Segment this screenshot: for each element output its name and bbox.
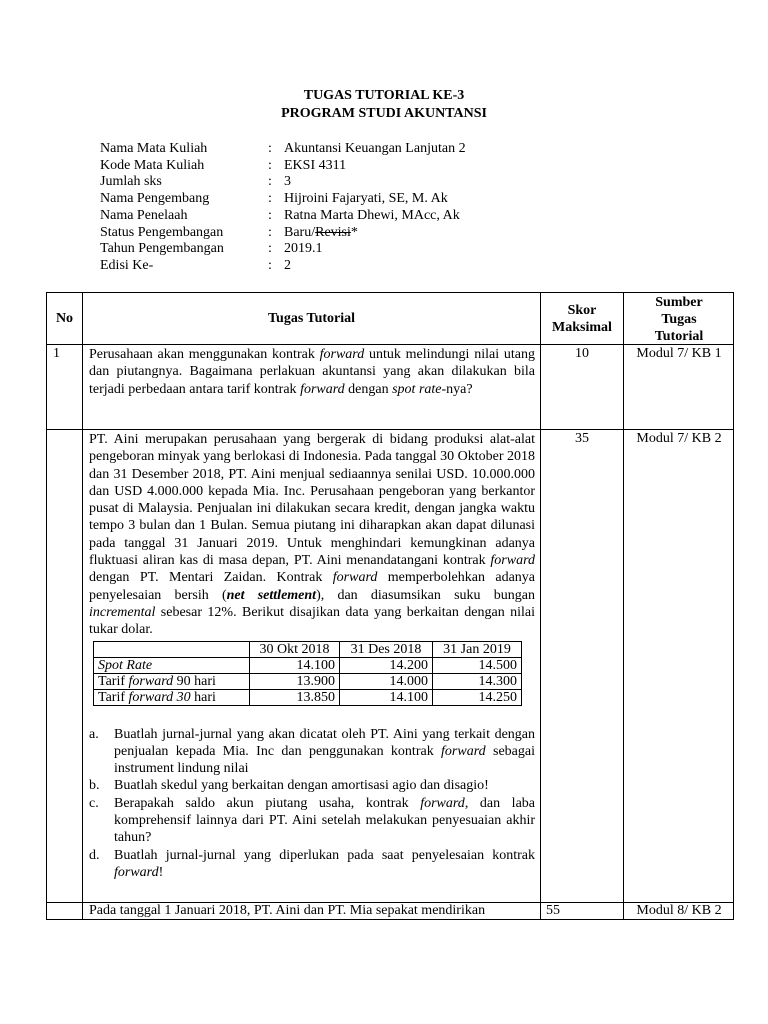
- info-value: Ratna Marta Dhewi, MAcc, Ak: [284, 207, 460, 223]
- course-info-row: [100, 208, 466, 225]
- text-run: Buatlah jurnal-jurnal yang diperlukan pada saat penyelesaian kontrak: [114, 847, 535, 863]
- text-run-italic: forward: [114, 864, 159, 880]
- text-run: 90 hari: [173, 673, 216, 689]
- info-separator: :: [268, 207, 272, 223]
- rate-value: 14.300: [433, 673, 522, 689]
- text-run: !: [158, 864, 164, 880]
- task-text: Pada tanggal 1 Januari 2018, PT. Aini dan PT. Mia sepakat mendirikan: [89, 903, 486, 918]
- source-module: Modul 7/ KB 1: [636, 346, 722, 361]
- info-label: Edisi Ke-: [100, 257, 154, 273]
- info-value: Hijroini Fajaryati, SE, M. Ak: [284, 191, 448, 207]
- column-divider: [82, 293, 83, 919]
- text-run: PT. Aini merupakan perusahaan yang bergerak di bidang produksi alat-alat pengeboran minyak yang berlokasi di Indonesia. Pada tanggal 30 Oktober 2018 dan 31 Desember 2018, PT. Aini menjual sediaannya senilai USD. 10.000.000 dan USD 4.000.000 kepada Mia. Inc. Perusahaan pengeboran yang berkantor pusat di Malaysia. Penjualan ini dilakukan secara kredit, dengan jangka waktu tempo 3 bulan dan 1 Bulan. Semua piutang ini diharapkan akan dapat dilunasi pada tanggal 31 Januari 2019. Untuk menghindari kemungkinan adanya fluktuasi aliran kas di masa depan, PT. Aini menandatangani kontrak: [89, 432, 535, 569]
- course-info-row: [100, 174, 466, 191]
- rate-value: 14.250: [433, 689, 522, 705]
- course-info-row: [100, 225, 466, 242]
- header-score-line: Maksimal: [552, 320, 612, 335]
- question-marker: c.: [89, 795, 99, 811]
- text-run-italic: forward: [300, 381, 345, 397]
- document-subtitle: PROGRAM STUDI AKUNTANSI: [281, 106, 487, 121]
- info-separator: :: [268, 224, 272, 240]
- text-run: Tarif: [98, 689, 129, 705]
- task-question: [89, 777, 535, 794]
- text-run-italic: forward: [128, 673, 174, 689]
- header-score-line: Skor: [567, 303, 597, 318]
- text-run-italic-bold: net settlement: [226, 587, 317, 603]
- text-run: Buatlah jurnal-jurnal yang akan dicatat oleh PT. Aini yang terkait dengan penjualan kepada Mia. Inc dan penggunakan kontrak: [114, 726, 535, 759]
- rate-row: [94, 673, 522, 689]
- text-run: , dan laba komprehensif lainnya dari PT. Aini setelah melakukan penyesuaian akhir tahun?: [114, 795, 535, 846]
- rate-header-cell: 30 Okt 2018: [250, 641, 340, 657]
- info-value: [284, 225, 358, 242]
- info-separator: :: [268, 257, 272, 273]
- text-run: Berapakah saldo akun piutang usaha, kontrak: [114, 795, 421, 811]
- course-info-row: [100, 258, 466, 275]
- task-text: [89, 346, 535, 398]
- rate-value: 14.100: [250, 657, 340, 673]
- rate-value: 14.500: [433, 657, 522, 673]
- row-divider: [47, 429, 733, 430]
- text-run: memperbolehkan adanya penyelesaian bersih (: [89, 570, 535, 603]
- text-run: Buatlah skedul yang berkaitan dengan amortisasi agio dan disagio!: [114, 778, 489, 794]
- info-value: 2019.1: [284, 241, 323, 257]
- course-info-row: [100, 158, 466, 175]
- info-value: Akuntansi Keuangan Lanjutan 2: [284, 141, 466, 156]
- course-info: [100, 141, 466, 275]
- question-marker: d.: [89, 847, 100, 863]
- rate-header-cell: 31 Des 2018: [340, 641, 433, 657]
- header-score: [541, 302, 623, 336]
- info-label: Kode Mata Kuliah: [100, 157, 205, 173]
- source-module: Modul 7/ KB 2: [636, 431, 722, 446]
- text-run: Perusahaan akan menggunakan kontrak: [89, 347, 320, 362]
- rate-header-cell: [94, 641, 250, 657]
- column-divider: [540, 293, 541, 919]
- course-info-row: [100, 141, 466, 158]
- text-run: ), dan diasumsikan suku bungan: [316, 587, 535, 603]
- rate-value: 13.850: [250, 689, 340, 705]
- task-questions: [89, 726, 535, 882]
- info-separator: :: [268, 241, 272, 257]
- info-value: 3: [284, 174, 291, 190]
- task-case: [89, 431, 535, 881]
- rate-value: 14.200: [340, 657, 433, 673]
- text-run: sebagai instrument lindung nilai: [114, 743, 535, 777]
- rate-value: 14.000: [340, 673, 433, 689]
- text-run: -nya?: [441, 381, 473, 397]
- info-separator: :: [268, 174, 272, 190]
- text-run: untuk melindungi nilai utang dan piutangnya. Bagaimana perlakuan akuntansi yang akan dilakukan bila terjadi perbedaan antara tarif kontrak: [89, 347, 535, 397]
- question-marker: a.: [89, 726, 99, 742]
- header-no: No: [55, 311, 74, 326]
- text-run-italic: incremental: [89, 604, 156, 620]
- text-run-italic: forward: [441, 743, 486, 759]
- rate-label: [94, 689, 250, 705]
- text-run: sebesar 12%. Berikut disajikan data yang berkaitan dengan nilai tukar dolar.: [89, 604, 535, 638]
- task-question: [89, 726, 535, 778]
- status-footnote-mark: *: [350, 224, 358, 240]
- info-label: Status Pengembangan: [100, 224, 224, 240]
- max-score: 55: [546, 903, 560, 918]
- task-question: [89, 847, 535, 882]
- rate-header-cell: 31 Jan 2019: [433, 641, 522, 657]
- header-source-line: Tugas: [661, 312, 697, 327]
- course-info-row: [100, 241, 466, 258]
- text-run: hari: [190, 689, 216, 705]
- exchange-rate-table: [93, 641, 522, 706]
- max-score: 10: [575, 346, 589, 361]
- rate-header-row: [94, 641, 522, 657]
- question-marker: b.: [89, 778, 100, 794]
- max-score: 35: [575, 431, 589, 446]
- rate-row: [94, 689, 522, 705]
- task-text: [89, 431, 535, 639]
- rate-label: [94, 673, 250, 689]
- source-module: Modul 8/ KB 2: [636, 903, 722, 918]
- tutorial-table: [46, 292, 734, 920]
- text-run: Tarif: [98, 673, 129, 689]
- rate-value: 14.100: [340, 689, 433, 705]
- info-separator: :: [268, 141, 272, 156]
- text-run-italic: Spot Rate: [98, 657, 153, 673]
- info-label: Nama Pengembang: [100, 191, 210, 207]
- info-value: 2: [284, 257, 291, 273]
- info-separator: :: [268, 157, 272, 173]
- header-task: Tugas Tutorial: [267, 311, 356, 326]
- status-revision-struck: Revisi: [315, 224, 351, 240]
- header-source-line: Tutorial: [654, 329, 704, 344]
- text-run-italic: forward: [490, 553, 535, 569]
- rate-row: [94, 657, 522, 673]
- text-run-italic: forward: [332, 570, 378, 586]
- text-run: dengan PT. Mentari Zaidan. Kontrak: [89, 570, 333, 586]
- row-number: 1: [53, 346, 60, 361]
- status-new: Baru/: [284, 224, 316, 240]
- header-source: [624, 294, 734, 345]
- text-run-italic: forward 30: [128, 689, 191, 705]
- info-separator: :: [268, 191, 272, 207]
- course-info-row: [100, 191, 466, 208]
- column-divider: [623, 293, 624, 919]
- info-label: Nama Mata Kuliah: [100, 141, 208, 156]
- text-run-italic: forward: [420, 795, 465, 811]
- text-run-italic: forward: [319, 347, 365, 362]
- document-title: TUGAS TUTORIAL KE-3: [303, 88, 465, 103]
- task-question: [89, 795, 535, 847]
- info-label: Jumlah sks: [100, 174, 162, 190]
- header-source-line: Sumber: [655, 295, 703, 310]
- rate-value: 13.900: [250, 673, 340, 689]
- info-value: EKSI 4311: [284, 157, 347, 173]
- rate-label: [94, 657, 250, 673]
- info-label: Nama Penelaah: [100, 207, 188, 223]
- text-run-italic: spot rate: [392, 381, 442, 397]
- text-run: dengan: [344, 381, 393, 397]
- info-label: Tahun Pengembangan: [100, 241, 224, 257]
